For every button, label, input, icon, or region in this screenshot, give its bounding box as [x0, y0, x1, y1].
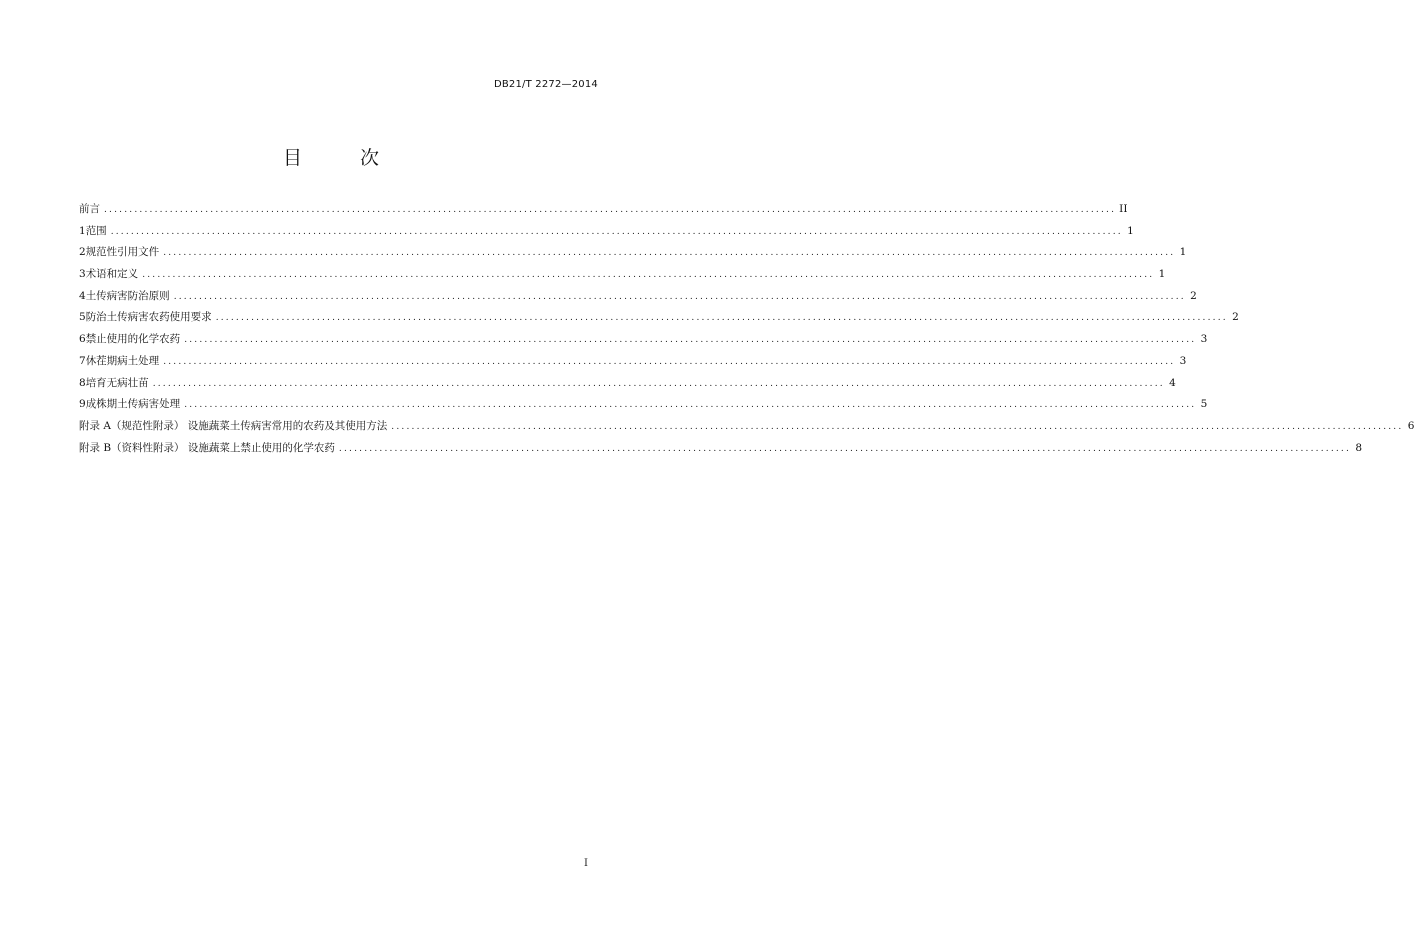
toc-entry-page: II: [1119, 203, 1128, 215]
toc-dot-leader: ........................................................................................................................................................................................................: [391, 421, 1404, 432]
toc-entry-page: 4: [1169, 376, 1176, 389]
toc-dot-leader: ........................................................................................................................................................................................................: [184, 335, 1197, 346]
toc-entry-label: 规范性引用文件: [85, 246, 160, 259]
toc-entry-number: 7: [79, 354, 86, 367]
toc-entry-label: 术语和定义: [85, 268, 139, 281]
toc-entry-label: 土传病害防治原则: [85, 289, 170, 302]
toc-entry-page: 2: [1232, 311, 1239, 324]
toc-entry-label: 成株期土传病害处理: [85, 398, 181, 411]
toc-dot-leader: ........................................................................................................................................................................................................: [110, 226, 1123, 237]
toc-entry[interactable]: [79, 307, 1239, 329]
toc-entry-page: 1: [1158, 268, 1166, 281]
toc-entry-page: 1: [1127, 224, 1134, 237]
toc-entry-label: 禁止使用的化学农药: [85, 333, 181, 346]
toc-entry[interactable]: [79, 373, 1176, 395]
toc-dot-leader: ........................................................................................................................................................................................................: [152, 378, 1165, 389]
toc-entry-label: 附录 B（资料性附录） 设施蔬菜上禁止使用的化学农药: [79, 441, 335, 454]
toc-entry[interactable]: [79, 438, 1363, 460]
toc-entry[interactable]: [79, 264, 1166, 286]
toc-entry-page: 6: [1407, 419, 1414, 432]
toc-entry-number: 6: [79, 333, 86, 346]
toc-dot-leader: ........................................................................................................................................................................................................: [184, 400, 1197, 411]
standard-number: DB21/T 2272—2014: [493, 79, 598, 90]
toc-entry-number: 5: [79, 311, 86, 324]
toc-entry-page: 2: [1190, 289, 1197, 302]
toc-entry-page: 5: [1200, 398, 1208, 411]
toc-entry-number: 2: [79, 246, 86, 259]
toc-entry[interactable]: [79, 351, 1187, 373]
toc-dot-leader: ........................................................................................................................................................................................................: [173, 291, 1186, 302]
toc-entry[interactable]: [79, 329, 1208, 351]
toc-entry-page: 3: [1200, 333, 1208, 346]
footer-page-number: I: [584, 858, 588, 869]
toc-entry-label: 范围: [85, 224, 107, 237]
toc-entry-number: 4: [79, 289, 86, 302]
toc-dot-leader: ........................................................................................................................................................................................................: [104, 205, 1117, 215]
toc-entry-label: 前言: [79, 203, 100, 215]
page-title: 目 次: [282, 147, 406, 169]
toc-entry-label: 休茬期病土处理: [85, 354, 160, 367]
toc-entry-number: 3: [79, 268, 86, 281]
toc-entry[interactable]: [79, 199, 1128, 221]
toc-entry-page: 3: [1179, 354, 1187, 367]
toc-dot-leader: ........................................................................................................................................................................................................: [142, 270, 1155, 281]
toc-dot-leader: ........................................................................................................................................................................................................: [215, 313, 1228, 324]
toc-dot-leader: ........................................................................................................................................................................................................: [163, 356, 1176, 367]
toc-dot-leader: ........................................................................................................................................................................................................: [163, 248, 1176, 259]
table-of-contents: [79, 199, 1414, 459]
toc-entry-label: 防治土传病害农药使用要求: [85, 311, 212, 324]
toc-entry-number: 9: [79, 398, 86, 411]
toc-entry-label: 附录 A（规范性附录） 设施蔬菜土传病害常用的农药及其使用方法: [79, 419, 388, 432]
toc-entry[interactable]: [79, 286, 1197, 308]
toc-entry[interactable]: [79, 394, 1208, 416]
toc-entry-number: 8: [79, 376, 86, 389]
toc-entry[interactable]: [79, 416, 1414, 438]
toc-entry-label: 培育无病壮苗: [85, 376, 149, 389]
toc-entry[interactable]: [79, 221, 1134, 243]
toc-entry-page: 1: [1179, 246, 1187, 259]
toc-entry[interactable]: [79, 242, 1187, 264]
toc-dot-leader: ........................................................................................................................................................................................................: [338, 443, 1352, 454]
toc-entry-page: 8: [1355, 441, 1363, 454]
toc-entry-number: 1: [79, 224, 86, 237]
